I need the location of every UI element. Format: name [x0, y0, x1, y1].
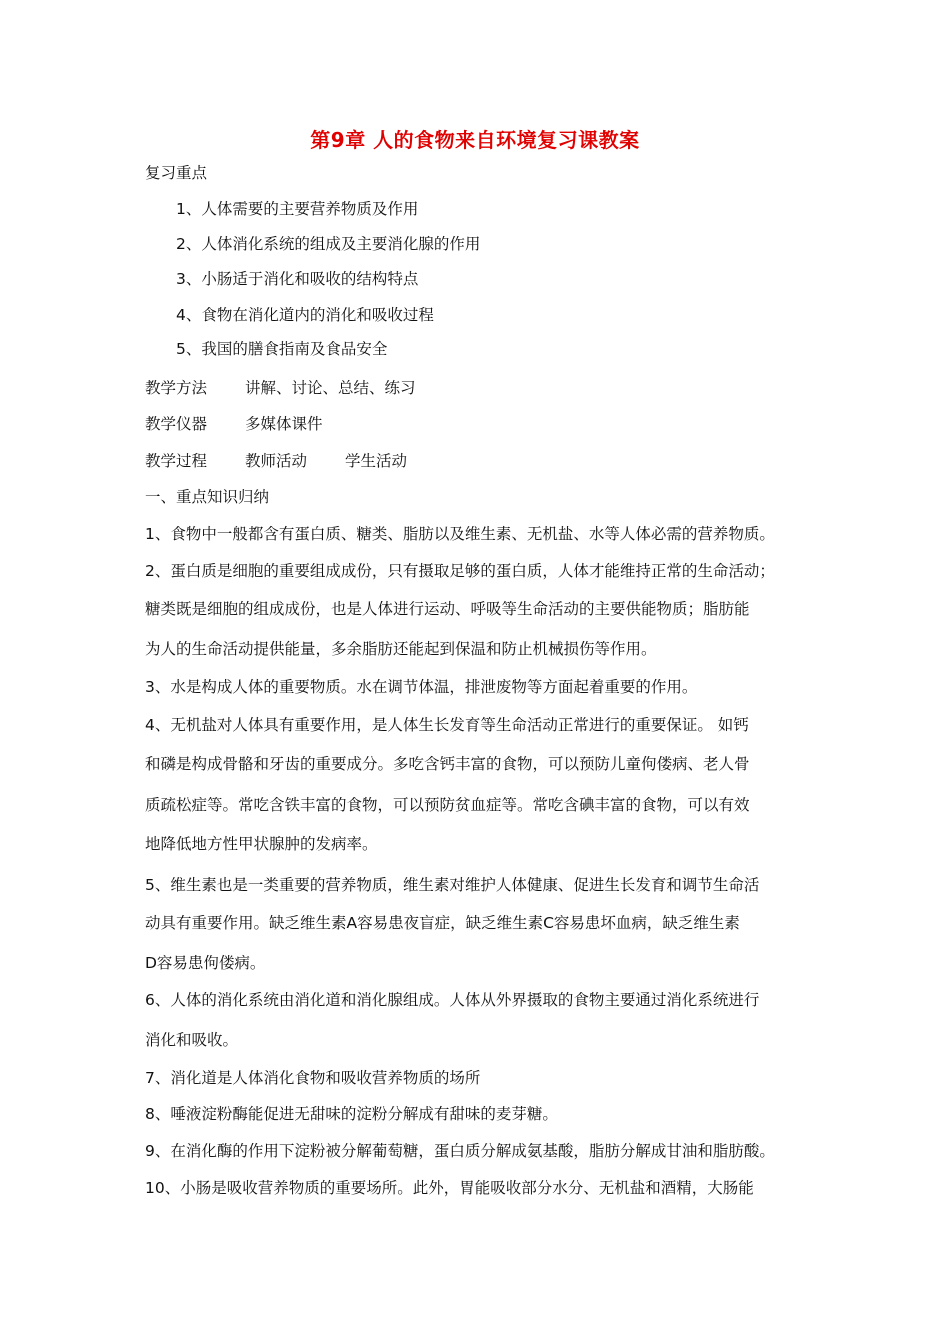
section-heading: 一、重点知识归纳 [145, 488, 270, 506]
body-line: 消化和吸收。 [145, 1031, 239, 1049]
teaching-tools-value: 多媒体课件 [245, 415, 323, 433]
body-line: 5、维生素也是一类重要的营养物质，维生素对维护人体健康、促进生长发育和调节生命活 [145, 876, 760, 894]
review-focus-item: 4、食物在消化道内的消化和吸收过程 [176, 306, 434, 324]
body-line: 10、小肠是吸收营养物质的重要场所。此外，胃能吸收部分水分、无机盐和酒精，大肠能 [145, 1179, 754, 1197]
review-focus-item: 3、小肠适于消化和吸收的结构特点 [176, 270, 419, 288]
body-line: D容易患佝偻病。 [145, 954, 266, 972]
student-activity-label: 学生活动 [345, 452, 408, 470]
document-title: 第9章 人的食物来自环境复习课教案 [310, 128, 640, 152]
body-line: 9、在消化酶的作用下淀粉被分解葡萄糖，蛋白质分解成氨基酸，脂肪分解成甘油和脂肪酸。 [145, 1142, 775, 1160]
body-line: 6、人体的消化系统由消化道和消化腺组成。人体从外界摄取的食物主要通过消化系统进行 [145, 991, 760, 1009]
body-line: 糖类既是细胞的组成成份，也是人体进行运动、呼吸等生命活动的主要供能物质；脂肪能 [145, 600, 750, 618]
body-line: 为人的生命活动提供能量，多余脂肪还能起到保温和防止机械损伤等作用。 [145, 640, 657, 658]
review-focus-item: 2、人体消化系统的组成及主要消化腺的作用 [176, 235, 481, 253]
body-line: 4、无机盐对人体具有重要作用，是人体生长发育等生命活动正常进行的重要保证。 如钙 [145, 716, 749, 734]
teaching-tools-label: 教学仪器 [145, 415, 208, 433]
review-focus-heading: 复习重点 [145, 164, 208, 182]
body-line: 和磷是构成骨骼和牙齿的重要成分。多吃含钙丰富的食物，可以预防儿童佝偻病、老人骨 [145, 755, 750, 773]
teaching-method-value: 讲解、讨论、总结、练习 [245, 379, 416, 397]
body-line: 2、蛋白质是细胞的重要组成成份，只有摄取足够的蛋白质，人体才能维持正常的生命活动； [145, 562, 775, 580]
teacher-activity-label: 教师活动 [245, 452, 308, 470]
body-line: 3、水是构成人体的重要物质。水在调节体温，排泄废物等方面起着重要的作用。 [145, 678, 698, 696]
review-focus-item: 5、我国的膳食指南及食品安全 [176, 340, 388, 358]
body-line: 1、食物中一般都含有蛋白质、糖类、脂肪以及维生素、无机盐、水等人体必需的营养物质。 [145, 525, 775, 543]
body-line: 质疏松症等。常吃含铁丰富的食物，可以预防贫血症等。常吃含碘丰富的食物，可以有效 [145, 796, 750, 814]
review-focus-item: 1、人体需要的主要营养物质及作用 [176, 200, 419, 218]
body-line: 8、唾液淀粉酶能促进无甜味的淀粉分解成有甜味的麦芽糖。 [145, 1105, 558, 1123]
teaching-process-label: 教学过程 [145, 452, 208, 470]
teaching-method-label: 教学方法 [145, 379, 208, 397]
body-line: 动具有重要作用。缺乏维生素A容易患夜盲症，缺乏维生素C容易患坏血病，缺乏维生素 [145, 914, 740, 932]
body-line: 7、消化道是人体消化食物和吸收营养物质的场所 [145, 1069, 481, 1087]
body-line: 地降低地方性甲状腺肿的发病率。 [145, 835, 378, 853]
